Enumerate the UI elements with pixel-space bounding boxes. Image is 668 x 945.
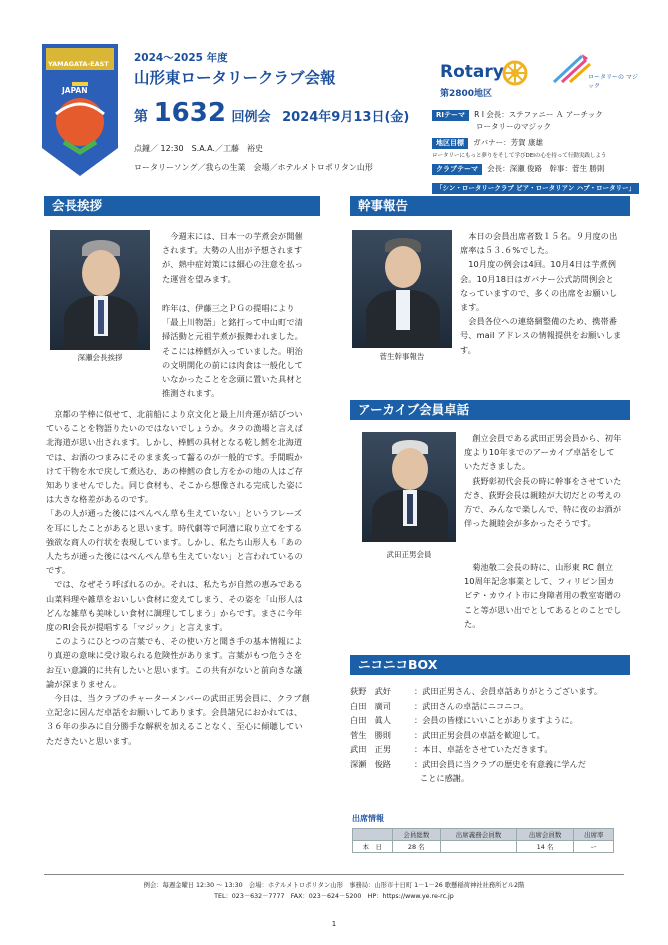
archive-heading: アーカイブ会員卓話 <box>350 400 630 420</box>
page-number: 1 <box>331 920 337 928</box>
list-item: 深瀬 俊路 ：武田会員に当クラブの歴史を有意義に学んだ <box>350 758 586 769</box>
ri-theme-row <box>432 102 652 132</box>
issue-date: 2024年9月13日 <box>282 110 385 125</box>
archive-caption: 武田正男会員 <box>386 550 432 559</box>
footer-divider <box>44 874 624 875</box>
president-p1: 今週末には、日本一の芋煮会が開催されます。大勢の人出が予想されますが、熱中症対策には細心の注意を払った運営を望みます。 <box>162 231 303 284</box>
issue-number: 1632 <box>153 98 226 128</box>
club-title: 山形東ロータリークラブ会報 <box>134 69 336 87</box>
rotary-wheel-icon <box>502 60 528 90</box>
nikoniko-list <box>350 684 630 786</box>
club-text2: 「シン・ロータリークラブ ビア・ロータリアン ハブ・ロータリー」 <box>432 183 639 194</box>
archive-p3: 菊池敬二会長の時に、山形東 RC 創立10周年記念事業として、フィリピン国カビテ・カウイト市に身障者用の教室寄贈のこと等が思い出でとしてあるとのことでした。 <box>464 562 622 629</box>
list-item: 菅生 勝則 ：武田正男会員の卓話を歓迎して。 <box>350 729 545 740</box>
rotary-wordmark: Rotary <box>440 62 504 82</box>
district-text: ガバナー：芳賀 康雄 <box>473 138 543 147</box>
meeting-meta-2: ロータリーソング／我らの生業 会場／ホテルメトロポリタン山形 <box>134 163 373 172</box>
president-caption: 深瀬会長挨拶 <box>77 353 123 362</box>
issue-suffix: 回例会 <box>231 110 271 125</box>
president-p2: 昨年は、伊藤三之ＰＧの提唱により「最上川物語」と銘打って中山町で清掃活動と元祖芋煮が振舞われました。そこには棒鱈が入っていました。明治の文明開化の前には肉食は一般化していなかったことを念頭に置いた具材と推測されます。 <box>162 303 303 399</box>
footer-line2: TEL：023－632－7777 FAX：023－624－5200 HP：https://www.ye.re-rc.jp <box>214 893 454 900</box>
ri-theme-text: R I 会長：ステファニー Ａ アーチック <box>474 110 603 119</box>
district-text2: ロータリーにもっと夢りをそして学びDEIの心を持って行動実践しよう <box>432 153 607 159</box>
list-item: 白田 眞人 ：会員の皆様にいいことがありますように。 <box>350 715 578 725</box>
nikoniko-heading: ニコニコBOX <box>350 655 630 675</box>
club-text: 会長：深瀬 俊路 幹事：菅生 勝則 <box>487 164 605 173</box>
ri-theme-text2: ロータリーのマジック <box>476 122 551 131</box>
footer-line1: 例会：毎週金曜日 12:30 ～ 13:30 会場：ホテルメトロポリタン山形 事務局：山形市十日町 1－1－26 歌懸稲荷神社社務所ビル2階 <box>143 882 525 889</box>
list-item: 荻野 武好 ：武田正男さん、会員卓話ありがとうございます。 <box>350 686 603 696</box>
list-item: ことに感謝。 <box>420 773 470 783</box>
district-goal-row <box>432 130 662 159</box>
issue-weekday: (金) <box>384 110 410 125</box>
logo-text-top: YAMAGATA-EAST <box>48 60 109 68</box>
club-theme-row <box>432 156 662 194</box>
secretary-caption: 菅生幹事報告 <box>379 352 425 361</box>
secretary-photo <box>352 230 452 348</box>
district-tag: 地区目標 <box>432 138 468 149</box>
archive-p1: 創立会員である武田正男会員から、初年度より10年までのアーカイブ卓話をしていただきました。 荻野彰初代会長の時に幹事をさせていただき、荻野会長は親睦が大切だとの考えの方で、みんなで楽しんで、特に夜のお酒が伴った親睦会が多かったそうです。 <box>464 433 622 529</box>
attendance-table: 会員総数 出席義務会員数 出席会員数 出席率 本 日 28 名 14 名 ー <box>352 828 614 853</box>
table-row: 本 日 28 名 14 名 ー <box>353 841 614 853</box>
issue-prefix: 第 <box>134 109 148 125</box>
club-tag: クラブテーマ <box>432 164 482 175</box>
secretary-body: 本日の会員出席者数１５名。９月度の出席率は５３.６%でした。 10月度の例会は4回。10月4日は芋煮例会。10月18日はガバナー公式訪問例会となっていますので、多くの出席をお願いします。 会員各位への連絡網整備のため、携帯番号、mail アドレスの情報提供をお願いします。 <box>460 231 622 355</box>
attendance-title: 出席情報 <box>352 814 384 823</box>
president-body: 京都の芋棒に似せて、北前船により京文化と最上川舟運が結びついていることを物語りたいのではないでしょうか。タラの漁場と言えば北海道が思い出されます。しかし、棒鱈の具材となる乾し鱈を北海道では、お酒のつまみにそのまま炙って齧るのが一般的です。手間暇かけて干物を水で戻して煮込む、あの棒鱈の食し方をかの地の人はご存知ありませんでした。同じ食材も、そこから想像される完成した姿には大きな格差があるのです。 「あの人が通った後にはぺんぺん草も生えていない」というフレーズを耳にしたことがあると思います。時代劇等で阿漕に取り立てをする強欲な商人の行状を表現しています。しかし、私たち山形人も「あの人たちが通った後にはぺんぺん草も生えていない」と言われているのです。 では、なぜそう呼ばれるのか。それは、私たちが自然の恵みである山菜料理や雑草をおいしい食材に変えてしまう、その姿を「山形人はどんな雑草も美味しい食材に調理してしまう」からです。まさに今年度のRI会長が提唱する「マジック」と言えます。 このようにひとつの言葉でも、その使い方と聞き手の基本情報により真逆の意味に受け取られる危険性があります。言葉がもつ危うさをお互い意識的に共有したいと思います。この共有がないと前向きな議論が深まりません。 今日は、当クラブのチャーターメンバーの武田正男会員に、クラブ創立記念に因んだ卓話をお願いしてあります。会員諸兄におかれては、３６年の歩みに自分勝手な解釈を加えることなく、至心に傾聴していただきたいと思います。 <box>46 409 310 746</box>
list-item: 白田 廣司 ：武田さんの卓話にニコニコ。 <box>350 700 529 711</box>
logo-text-bottom: JAPAN <box>62 86 88 95</box>
magic-label: ロータリーの マジック <box>588 74 638 90</box>
meeting-meta-1: 点鐘／ 12:30 S.A.A.／工藤 裕史 <box>134 144 263 153</box>
president-heading: 会長挨拶 <box>44 196 320 216</box>
fiscal-year: 2024～2025 年度 <box>134 52 228 64</box>
ri-theme-tag: RIテーマ <box>432 110 469 121</box>
issue-line <box>134 98 409 128</box>
district-label: 第2800地区 <box>440 89 493 99</box>
list-item: 武田 正男 ：本日、卓話をさせていただきます。 <box>350 744 553 754</box>
secretary-heading: 幹事報告 <box>350 196 630 216</box>
